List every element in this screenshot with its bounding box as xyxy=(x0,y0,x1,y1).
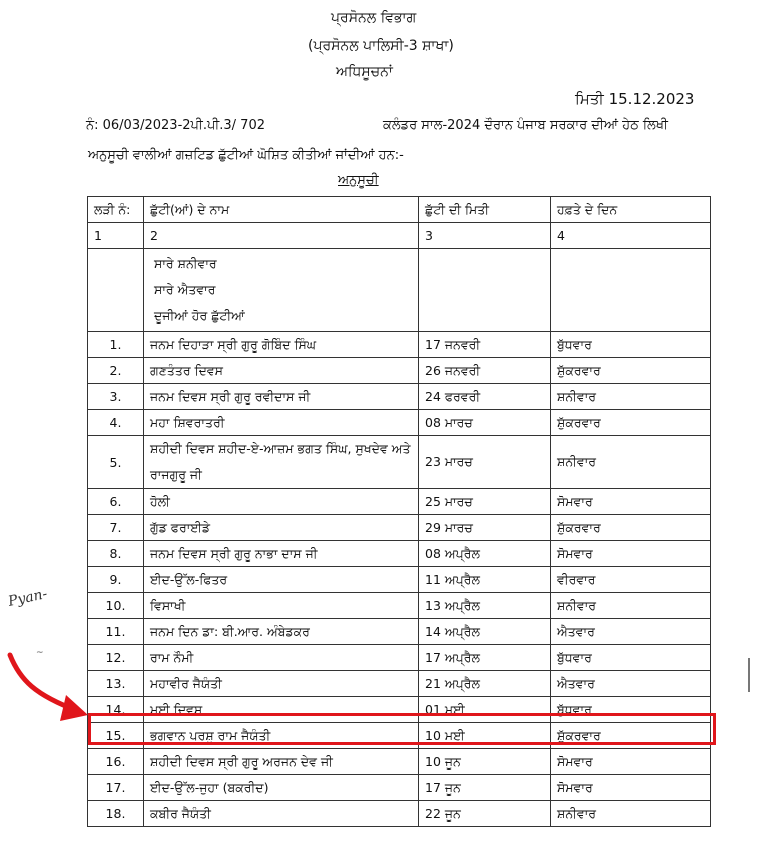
table-row xyxy=(88,775,711,801)
serial-number-cell: 17. xyxy=(88,775,144,801)
table-row xyxy=(88,645,711,671)
reference-number: ਨੰ: 06/03/2023-2ਪੀ.ਪੀ.3/ 702 xyxy=(86,118,265,133)
highlight-box xyxy=(88,713,716,745)
holiday-date-cell: 21 ਅਪ੍ਰੈਲ xyxy=(419,671,551,697)
holiday-name-cell: ਰਾਮ ਨੌਮੀ xyxy=(144,645,419,671)
holiday-name-cell: ਮਈ ਦਿਵਸ xyxy=(144,697,419,723)
holiday-date-cell: 11 ਅਪ੍ਰੈਲ xyxy=(419,567,551,593)
weekday-cell: ਸ਼ੁੱਕਰਵਾਰ xyxy=(551,515,711,541)
table-row xyxy=(88,801,711,827)
serial-number-cell: 5. xyxy=(88,436,144,489)
weekday-cell: ਸੋਮਵਾਰ xyxy=(551,749,711,775)
holiday-date-cell: 10 ਮਈ xyxy=(419,723,551,749)
holiday-name-cell: ਵਿਸਾਖੀ xyxy=(144,593,419,619)
table-row xyxy=(88,384,711,410)
holiday-name-cell: ਈਦ-ਉੱਲ-ਜੁਹਾ (ਬਕਰੀਦ) xyxy=(144,775,419,801)
table-row xyxy=(88,593,711,619)
weekday-cell: ਵੀਰਵਾਰ xyxy=(551,567,711,593)
holiday-date-cell: 01 ਮਈ xyxy=(419,697,551,723)
table-row xyxy=(88,489,711,515)
weekday-cell: ਸ਼ੁੱਕਰਵਾਰ xyxy=(551,410,711,436)
weekday-cell: ਸ਼ਨੀਵਾਰ xyxy=(551,801,711,827)
column-number: 3 xyxy=(419,223,551,249)
table-row xyxy=(88,515,711,541)
holiday-date-cell: 08 ਮਾਰਚ xyxy=(419,410,551,436)
table-header-row xyxy=(88,197,711,223)
weekday-cell: ਸੋਮਵਾਰ xyxy=(551,489,711,515)
column-number: 4 xyxy=(551,223,711,249)
table-row xyxy=(88,749,711,775)
serial-number-cell: 13. xyxy=(88,671,144,697)
weekday-cell: ਐਤਵਾਰ xyxy=(551,619,711,645)
serial-number-cell: 12. xyxy=(88,645,144,671)
holiday-date-cell: 17 ਅਪ੍ਰੈਲ xyxy=(419,645,551,671)
holiday-name-cell: ਮਹਾਵੀਰ ਜੈਯੰਤੀ xyxy=(144,671,419,697)
holiday-name-cell: ਹੋਲੀ xyxy=(144,489,419,515)
holiday-date-cell: 13 ਅਪ੍ਰੈਲ xyxy=(419,593,551,619)
notice-title: ਅਧਿਸੂਚਨਾਂ xyxy=(336,64,393,80)
holiday-date-cell: 24 ਫਰਵਰੀ xyxy=(419,384,551,410)
margin-mark xyxy=(748,658,750,692)
notice-date: ਮਿਤੀ 15.12.2023 xyxy=(575,90,695,108)
weekday-cell: ਸੋਮਵਾਰ xyxy=(551,541,711,567)
weekday-cell: ਸ਼ੁੱਕਰਵਾਰ xyxy=(551,358,711,384)
holiday-name-cell: ਈਦ-ਉੱਲ-ਫਿਤਰ xyxy=(144,567,419,593)
category-other-holidays: ਦੂਜੀਆਂ ਹੋਰ ਛੁੱਟੀਆਂ xyxy=(154,308,245,323)
header-serial: ਲੜੀ ਨੰ: xyxy=(88,197,144,223)
holiday-date-cell: 29 ਮਾਰਚ xyxy=(419,515,551,541)
serial-number-cell: 4. xyxy=(88,410,144,436)
category-row xyxy=(88,249,711,332)
table-row xyxy=(88,358,711,384)
header-holiday-name: ਛੁੱਟੀ(ਆਂ) ਦੇ ਨਾਮ xyxy=(144,197,419,223)
holiday-name-cell: ਕਬੀਰ ਜੈਯੰਤੀ xyxy=(144,801,419,827)
holiday-date-cell: 23 ਮਾਰਚ xyxy=(419,436,551,489)
column-number: 1 xyxy=(88,223,144,249)
serial-number-cell: 11. xyxy=(88,619,144,645)
holiday-date-cell: 10 ਜੂਨ xyxy=(419,749,551,775)
weekday-cell: ਬੁੱਧਵਾਰ xyxy=(551,697,711,723)
weekday-cell: ਸ਼ਨੀਵਾਰ xyxy=(551,436,711,489)
serial-number-cell: 3. xyxy=(88,384,144,410)
weekday-cell: ਬੁੱਧਵਾਰ xyxy=(551,645,711,671)
holiday-name-cell: ਗਣਤੰਤਰ ਦਿਵਸ xyxy=(144,358,419,384)
holiday-date-cell: 17 ਜੂਨ xyxy=(419,775,551,801)
serial-number-cell: 15. xyxy=(88,723,144,749)
table-row xyxy=(88,619,711,645)
column-number: 2 xyxy=(144,223,419,249)
handwritten-mark-icon: ~ xyxy=(36,648,44,658)
intro-line: ਅਨੁਸੂਚੀ ਵਾਲੀਆਂ ਗਜ਼ਟਿਡ ਛੁੱਟੀਆਂ ਘੋਸ਼ਿਤ ਕੀਤੀਆਂ ਜਾਂਦੀਆਂ ਹਨ:- xyxy=(88,148,404,163)
holiday-date-cell: 25 ਮਾਰਚ xyxy=(419,489,551,515)
holiday-date-cell: 08 ਅਪ੍ਰੈਲ xyxy=(419,541,551,567)
header-date: ਛੁੱਟੀ ਦੀ ਮਿਤੀ xyxy=(419,197,551,223)
holiday-name-cell: ਜਨਮ ਦਿਵਸ ਸ੍ਰੀ ਗੁਰੂ ਰਵੀਦਾਸ ਜੀ xyxy=(144,384,419,410)
serial-number-cell: 10. xyxy=(88,593,144,619)
holiday-date-cell: 17 ਜਨਵਰੀ xyxy=(419,332,551,358)
column-number-row xyxy=(88,223,711,249)
header-weekday: ਹਫ਼ਤੇ ਦੇ ਦਿਨ xyxy=(551,197,711,223)
category-saturdays: ਸਾਰੇ ਸ਼ਨੀਵਾਰ xyxy=(154,256,217,271)
serial-number-cell: 7. xyxy=(88,515,144,541)
department-title: ਪ੍ਰਸੋਨਲ ਵਿਭਾਗ xyxy=(331,10,417,26)
serial-number-cell: 14. xyxy=(88,697,144,723)
table-row xyxy=(88,541,711,567)
table-row xyxy=(88,436,711,489)
calendar-line: ਕਲੰਡਰ ਸਾਲ-2024 ਦੌਰਾਨ ਪੰਜਾਬ ਸਰਕਾਰ ਦੀਆਂ ਹੇਠ ਲਿਖੀ xyxy=(383,118,668,133)
serial-number-cell: 6. xyxy=(88,489,144,515)
table-row xyxy=(88,671,711,697)
holiday-name-cell: ਮਹਾ ਸ਼ਿਵਰਾਤਰੀ xyxy=(144,410,419,436)
holiday-date-cell: 22 ਜੂਨ xyxy=(419,801,551,827)
category-sundays: ਸਾਰੇ ਐਤਵਾਰ xyxy=(154,282,216,297)
holiday-name-cell: ਗੁੱਡ ਫਰਾਈਡੇ xyxy=(144,515,419,541)
serial-number-cell: 2. xyxy=(88,358,144,384)
weekday-cell: ਸ਼ਨੀਵਾਰ xyxy=(551,384,711,410)
weekday-cell: ਸੋਮਵਾਰ xyxy=(551,775,711,801)
holiday-name-cell: ਭਗਵਾਨ ਪਰਸ਼ੂ ਰਾਮ ਜੈਯੰਤੀ xyxy=(144,723,419,749)
holiday-name-cell: ਸ਼ਹੀਦੀ ਦਿਵਸ ਸ੍ਰੀ ਗੁਰੂ ਅਰਜਨ ਦੇਵ ਜੀ xyxy=(144,749,419,775)
table-row xyxy=(88,332,711,358)
holiday-name-cell: ਸ਼ਹੀਦੀ ਦਿਵਸ ਸ਼ਹੀਦ-ਏ-ਆਜ਼ਮ ਭਗਤ ਸਿੰਘ, ਸੁਖਦੇਵ ਅਤੇ ਰਾਜਗੁਰੂ ਜੀ xyxy=(144,436,419,489)
holiday-name-cell: ਜਨਮ ਦਿਵਸ ਸ੍ਰੀ ਗੁਰੂ ਨਾਭਾ ਦਾਸ ਜੀ xyxy=(144,541,419,567)
serial-number-cell: 16. xyxy=(88,749,144,775)
schedule-title: ਅਨੁਸੂਚੀ xyxy=(338,173,379,188)
table-row xyxy=(88,567,711,593)
branch-title: (ਪ੍ਰਸੋਨਲ ਪਾਲਿਸੀ-3 ਸ਼ਾਖਾ) xyxy=(308,38,454,54)
serial-number-cell: 9. xyxy=(88,567,144,593)
holiday-date-cell: 26 ਜਨਵਰੀ xyxy=(419,358,551,384)
handwritten-note-icon: Pyan- xyxy=(6,586,49,610)
serial-number-cell: 1. xyxy=(88,332,144,358)
holiday-name-cell: ਜਨਮ ਦਿਹਾੜਾ ਸ੍ਰੀ ਗੁਰੂ ਗੋਬਿੰਦ ਸਿੰਘ xyxy=(144,332,419,358)
weekday-cell: ਸ਼ੁੱਕਰਵਾਰ xyxy=(551,723,711,749)
table-row xyxy=(88,410,711,436)
weekday-cell: ਸ਼ਨੀਵਾਰ xyxy=(551,593,711,619)
serial-number-cell: 8. xyxy=(88,541,144,567)
holiday-name-cell: ਜਨਮ ਦਿਨ ਡਾ: ਬੀ.ਆਰ. ਅੰਬੇਡਕਰ xyxy=(144,619,419,645)
holiday-date-cell: 14 ਅਪ੍ਰੈਲ xyxy=(419,619,551,645)
serial-number-cell: 18. xyxy=(88,801,144,827)
weekday-cell: ਐਤਵਾਰ xyxy=(551,671,711,697)
weekday-cell: ਬੁੱਧਵਾਰ xyxy=(551,332,711,358)
